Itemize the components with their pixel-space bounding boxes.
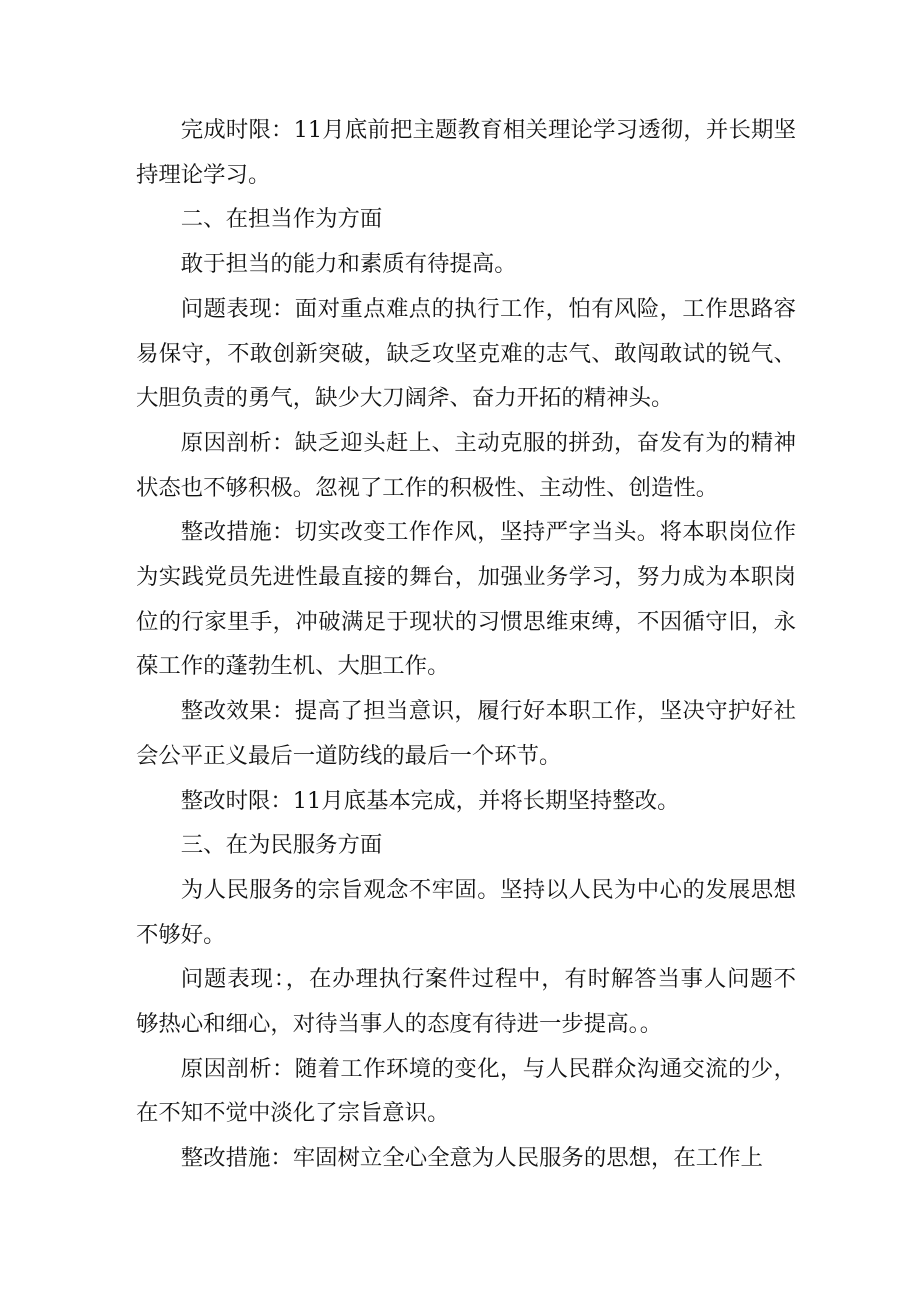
section-heading-responsibility: 二、在担当作为方面 (180, 206, 383, 233)
paragraph-completion-deadline: 完成时限：11月底前把主题教育相关理论学习透彻，并长期坚持理论学习。 (136, 117, 796, 188)
paragraph-problem-manifestation: 问题表现：面对重点难点的执行工作，怕有风险，工作思路容易保守，不敢创新突破，缺乏攻坚克难的志气、敢闯敢试的锐气、大胆负责的勇气，缺少大刀阔斧、奋力开拓的精神头。 (136, 295, 796, 412)
paragraph-service-cause-analysis: 原因剖析：随着工作环境的变化，与人民群众沟通交流的少，在不知不觉中淡化了宗旨意识。 (136, 1055, 796, 1127)
paragraph-rectification-effect: 整改效果：提高了担当意识，履行好本职工作，坚决守护好社会公平正义最后一道防线的最后一个环节。 (136, 698, 796, 769)
section-heading-service: 三、在为民服务方面 (180, 832, 383, 859)
paragraph-issue-summary: 敢于担当的能力和素质有待提高。 (180, 251, 517, 278)
document-body (136, 108, 796, 1181)
paragraph-service-problem-manifestation: 问题表现：，在办理执行案件过程中，有时解答当事人问题不够热心和细心，对待当事人的态度有待进一步提高。。 (136, 966, 796, 1038)
paragraph-rectification-measures: 整改措施：切实改变工作作风，坚持严字当头。将本职岗位作为实践党员先进性最直接的舞台，加强业务学习，努力成为本职岗位的行家里手，冲破满足于现状的习惯思维束缚，不因循守旧，永葆工作的蓬勃生机、大胆工作。 (136, 519, 796, 680)
paragraph-cause-analysis: 原因剖析：缺乏迎头赶上、主动克服的拼劲，奋发有为的精神状态也不够积极。忽视了工作的积极性、主动性、创造性。 (136, 429, 796, 501)
paragraph-rectification-deadline: 整改时限：11月底基本完成，并将长期坚持整改。 (180, 787, 680, 814)
paragraph-service-rectification-measures: 整改措施：牢固树立全心全意为人民服务的思想，在工作上 (180, 1145, 763, 1172)
paragraph-service-issue-summary: 为人民服务的宗旨观念不牢固。坚持以人民为中心的发展思想不够好。 (136, 876, 796, 948)
